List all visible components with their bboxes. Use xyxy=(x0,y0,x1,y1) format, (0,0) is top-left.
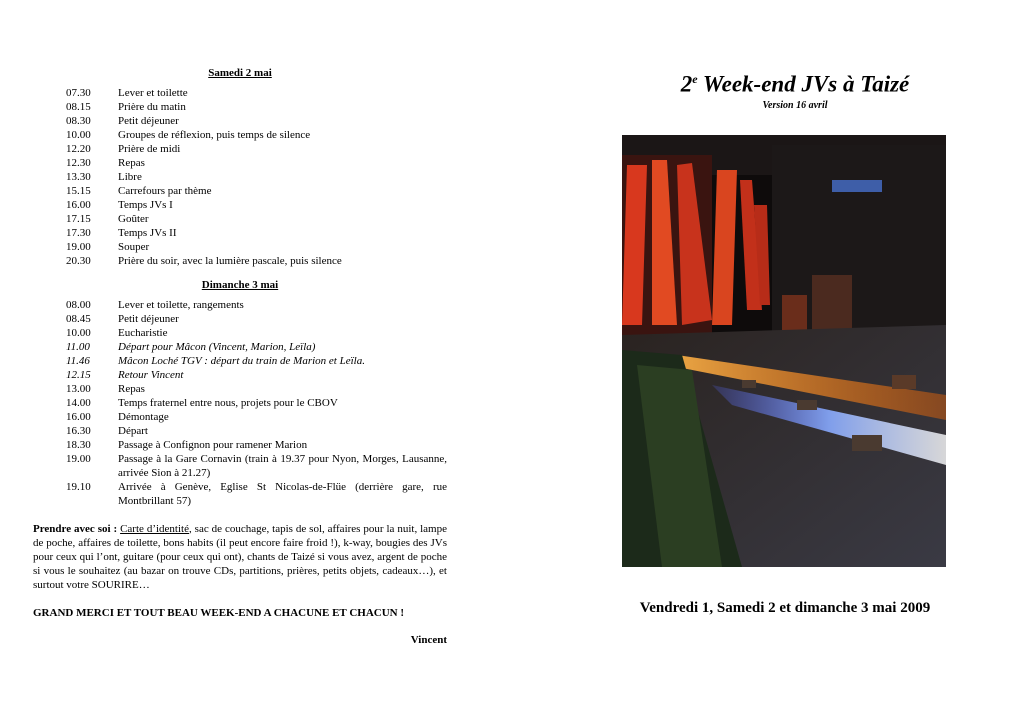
schedule-activity: Prière de midi xyxy=(118,143,181,155)
schedule-item xyxy=(33,368,447,382)
schedule-time: 08.30 xyxy=(66,115,91,127)
thanks-line: GRAND MERCI ET TOUT BEAU WEEK-END A CHACUNE ET CHACUN ! xyxy=(33,607,405,619)
version-label: Version 16 avril xyxy=(762,99,828,111)
schedule-item xyxy=(33,226,447,240)
church-interior-photo xyxy=(622,135,946,567)
schedule-activity: Libre xyxy=(118,171,142,183)
schedule-activity: Départ xyxy=(118,425,148,437)
schedule-time: 11.00 xyxy=(66,341,90,353)
schedule-item xyxy=(33,142,447,156)
schedule-item xyxy=(33,382,447,396)
schedule-time: 08.45 xyxy=(66,313,91,325)
packing-list xyxy=(33,522,447,592)
signature: Vincent xyxy=(410,634,447,646)
schedule-time: 12.20 xyxy=(66,143,91,155)
schedule-activity: Passage à Confignon pour ramener Marion xyxy=(118,439,308,451)
schedule-activity: Départ pour Mâcon (Vincent, Marion, Leïla) xyxy=(118,341,316,353)
cover-column xyxy=(600,64,970,616)
day2-schedule xyxy=(33,298,447,508)
schedule-time: 14.00 xyxy=(66,397,91,409)
schedule-time: 13.30 xyxy=(66,171,91,183)
schedule-activity: Souper xyxy=(118,241,150,253)
schedule-item xyxy=(33,452,447,480)
schedule-time: 13.00 xyxy=(66,383,91,395)
schedule-time: 10.00 xyxy=(66,327,91,339)
schedule-item xyxy=(33,156,447,170)
schedule-time: 18.30 xyxy=(66,439,91,451)
schedule-time: 16.30 xyxy=(66,425,91,437)
schedule-time: 08.00 xyxy=(66,299,91,311)
schedule-time: 17.30 xyxy=(66,227,91,239)
schedule-activity: Prière du matin xyxy=(118,101,186,113)
schedule-activity: Temps JVs II xyxy=(118,227,177,239)
schedule-activity: Goûter xyxy=(118,213,149,225)
day1-schedule xyxy=(33,86,447,268)
schedule-item xyxy=(33,480,447,508)
schedule-item xyxy=(33,114,447,128)
schedule-activity: Passage à la Gare Cornavin (train à 19.37 pour Nyon, Morges, Lausanne, arrivée Sion à 21.27) xyxy=(118,453,447,479)
schedule-item xyxy=(33,326,447,340)
schedule-time: 12.30 xyxy=(66,157,91,169)
event-dates: Vendredi 1, Samedi 2 et dimanche 3 mai 2009 xyxy=(639,600,931,616)
day2-title: Dimanche 3 mai xyxy=(201,279,279,291)
schedule-activity: Repas xyxy=(118,383,145,395)
schedule-activity: Petit déjeuner xyxy=(118,115,179,127)
schedule-item xyxy=(33,424,447,438)
schedule-time: 12.15 xyxy=(66,369,91,381)
schedule-activity: Repas xyxy=(118,157,145,169)
schedule-activity: Retour Vincent xyxy=(118,369,184,381)
schedule-time: 15.15 xyxy=(66,185,91,197)
packing-first-item: Carte d’identité xyxy=(120,523,189,535)
schedule-item xyxy=(33,354,447,368)
schedule-activity: Lever et toilette, rangements xyxy=(118,299,244,311)
schedule-time: 07.30 xyxy=(66,87,91,99)
schedule-item xyxy=(33,170,447,184)
schedule-activity: Arrivée à Genève, Eglise St Nicolas-de-Flüe (derrière gare, rue Montbrillant 57) xyxy=(118,481,447,507)
schedule-activity: Petit déjeuner xyxy=(118,313,179,325)
schedule-time: 19.00 xyxy=(66,453,91,465)
schedule-time: 16.00 xyxy=(66,411,91,423)
schedule-time: 10.00 xyxy=(66,129,91,141)
day1-title: Samedi 2 mai xyxy=(208,67,272,79)
schedule-time: 19.00 xyxy=(66,241,91,253)
page-title: 2e Week-end JVs à Taizé xyxy=(680,71,910,97)
schedule-item xyxy=(33,438,447,452)
schedule-item xyxy=(33,410,447,424)
schedule-column xyxy=(33,66,447,647)
packing-label: Prendre avec soi : xyxy=(33,523,118,535)
packing-rest: , sac de couchage, tapis de sol, affaires pour la nuit, lampe de poche, affaires de toilette, bons habits (il peut encore faire froid !), k-way, bougies des JVs pour ceux qui l’ont, guitare (pour ceux qui ont), chants de Taizé si vous avez, argent de poche si vous le souhaitez (au bazar on trouve CDs, partitions, prières, petits objets, cadeaux…), et surtout votre SOURIRE… xyxy=(33,523,447,591)
schedule-activity: Lever et toilette xyxy=(118,87,188,99)
schedule-activity: Temps JVs I xyxy=(118,199,173,211)
schedule-time: 19.10 xyxy=(66,481,91,493)
schedule-activity: Prière du soir, avec la lumière pascale, puis silence xyxy=(118,255,342,267)
schedule-item xyxy=(33,128,447,142)
schedule-item xyxy=(33,184,447,198)
schedule-activity: Eucharistie xyxy=(118,327,168,339)
schedule-item xyxy=(33,240,447,254)
schedule-item xyxy=(33,254,447,268)
schedule-item xyxy=(33,312,447,326)
schedule-activity: Temps fraternel entre nous, projets pour le CBOV xyxy=(118,397,338,409)
schedule-item xyxy=(33,198,447,212)
schedule-time: 17.15 xyxy=(66,213,91,225)
schedule-time: 08.15 xyxy=(66,101,91,113)
schedule-item xyxy=(33,100,447,114)
schedule-time: 11.46 xyxy=(66,355,90,367)
schedule-time: 20.30 xyxy=(66,255,91,267)
schedule-item xyxy=(33,212,447,226)
schedule-activity: Démontage xyxy=(118,411,169,423)
schedule-time: 16.00 xyxy=(66,199,91,211)
schedule-item xyxy=(33,298,447,312)
schedule-activity: Carrefours par thème xyxy=(118,185,212,197)
schedule-item xyxy=(33,340,447,354)
schedule-activity: Mâcon Loché TGV : départ du train de Marion et Leïla. xyxy=(118,355,365,367)
schedule-activity: Groupes de réflexion, puis temps de silence xyxy=(118,129,311,141)
schedule-item xyxy=(33,86,447,100)
schedule-item xyxy=(33,396,447,410)
